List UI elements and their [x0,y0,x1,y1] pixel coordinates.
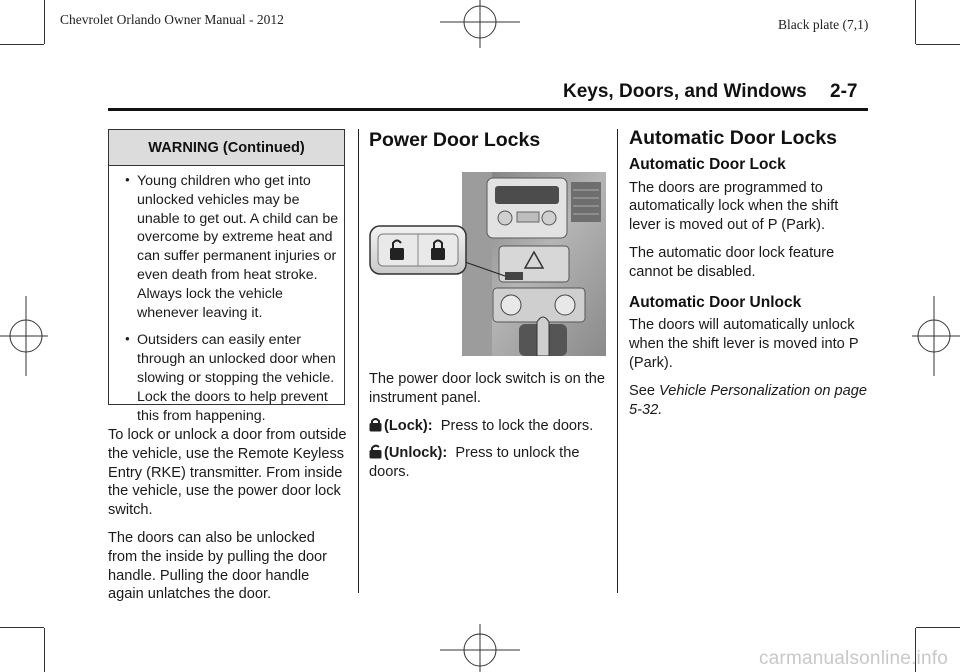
warning-list [125,172,341,434]
warning-item [125,172,341,322]
unlock-text: Press to unlock the doors. [369,445,580,481]
crop-mark [44,0,45,44]
power-door-locks-heading: Power Door Locks [369,129,541,151]
column-divider [617,129,618,593]
crop-mark [0,627,44,628]
paragraph: The doors can also be unlocked from the inside by pulling the door handle. Pulling the door handle again unlatches the door. [108,529,328,603]
lock-label: (Lock): [384,417,433,434]
column-2-body [369,370,609,491]
section-title: Keys, Doors, and Windows [563,81,807,102]
lock-text: Press to lock the doors. [440,417,594,434]
registration-mark-icon [440,624,520,672]
caption: The power door lock switch is on the instrument panel. [369,371,606,406]
watermark: carmanualsonline.info [758,648,948,669]
column-1-body [108,426,348,613]
unlock-label: (Unlock): [384,445,448,462]
warning-box [108,129,345,424]
cross-reference-link[interactable]: Vehicle Personalization on page 5-32. [629,382,867,418]
lock-description [369,417,609,436]
warning-item-text: Outsiders can easily enter through an unlocked door when slowing or stopping the vehicle. Lock the doors to help prevent this from happening. [137,332,336,424]
see-prefix: See [629,382,655,399]
bullet-icon: ● [125,175,130,184]
unlock-icon [369,444,382,459]
manual-title: Chevrolet Orlando Owner Manual - 2012 [60,12,284,27]
bullet-icon: ● [125,334,130,344]
automatic-door-locks-heading: Automatic Door Locks [629,127,838,149]
automatic-door-lock-subheading: Automatic Door Lock [629,155,786,173]
door-lock-switch-illustration [369,172,606,356]
crop-mark [44,628,45,672]
warning-item [125,331,341,425]
page-number: 2-7 [830,81,858,102]
header-rule [108,108,868,111]
crop-mark [0,44,44,45]
plate-label: Black plate (7,1) [778,17,869,32]
crop-mark [916,44,960,45]
lock-icon [369,417,382,432]
paragraph: To lock or unlock a door from outside the vehicle, use the Remote Keyless Entry (RKE) transmitter. From inside the vehicle, use the power door lock switch. [108,427,347,519]
crop-mark [915,0,916,44]
registration-mark-icon [440,0,520,48]
warning-title: WARNING (Continued) [109,130,344,166]
cross-reference [629,382,869,420]
paragraph: The doors will automatically unlock when the shift lever is moved into P (Park). [629,317,859,371]
unlock-description [369,444,609,482]
column-3-body [629,129,869,428]
paragraph: The automatic door lock feature cannot be disabled. [629,244,835,280]
column-divider [358,129,359,593]
paragraph: The doors are programmed to automatically lock when the shift lever is moved out of P (Park). [629,179,839,234]
crop-mark [916,627,960,628]
registration-mark-icon [912,296,960,376]
automatic-door-unlock-subheading: Automatic Door Unlock [629,293,802,311]
warning-item-text: Young children who get into unlocked vehicles may be unable to get out. A child can be overcome by extreme heat and can suffer permanent injuries or even death from heat stroke. Always lock the vehicle whenever leaving it. [137,173,339,321]
registration-mark-icon [0,296,48,376]
